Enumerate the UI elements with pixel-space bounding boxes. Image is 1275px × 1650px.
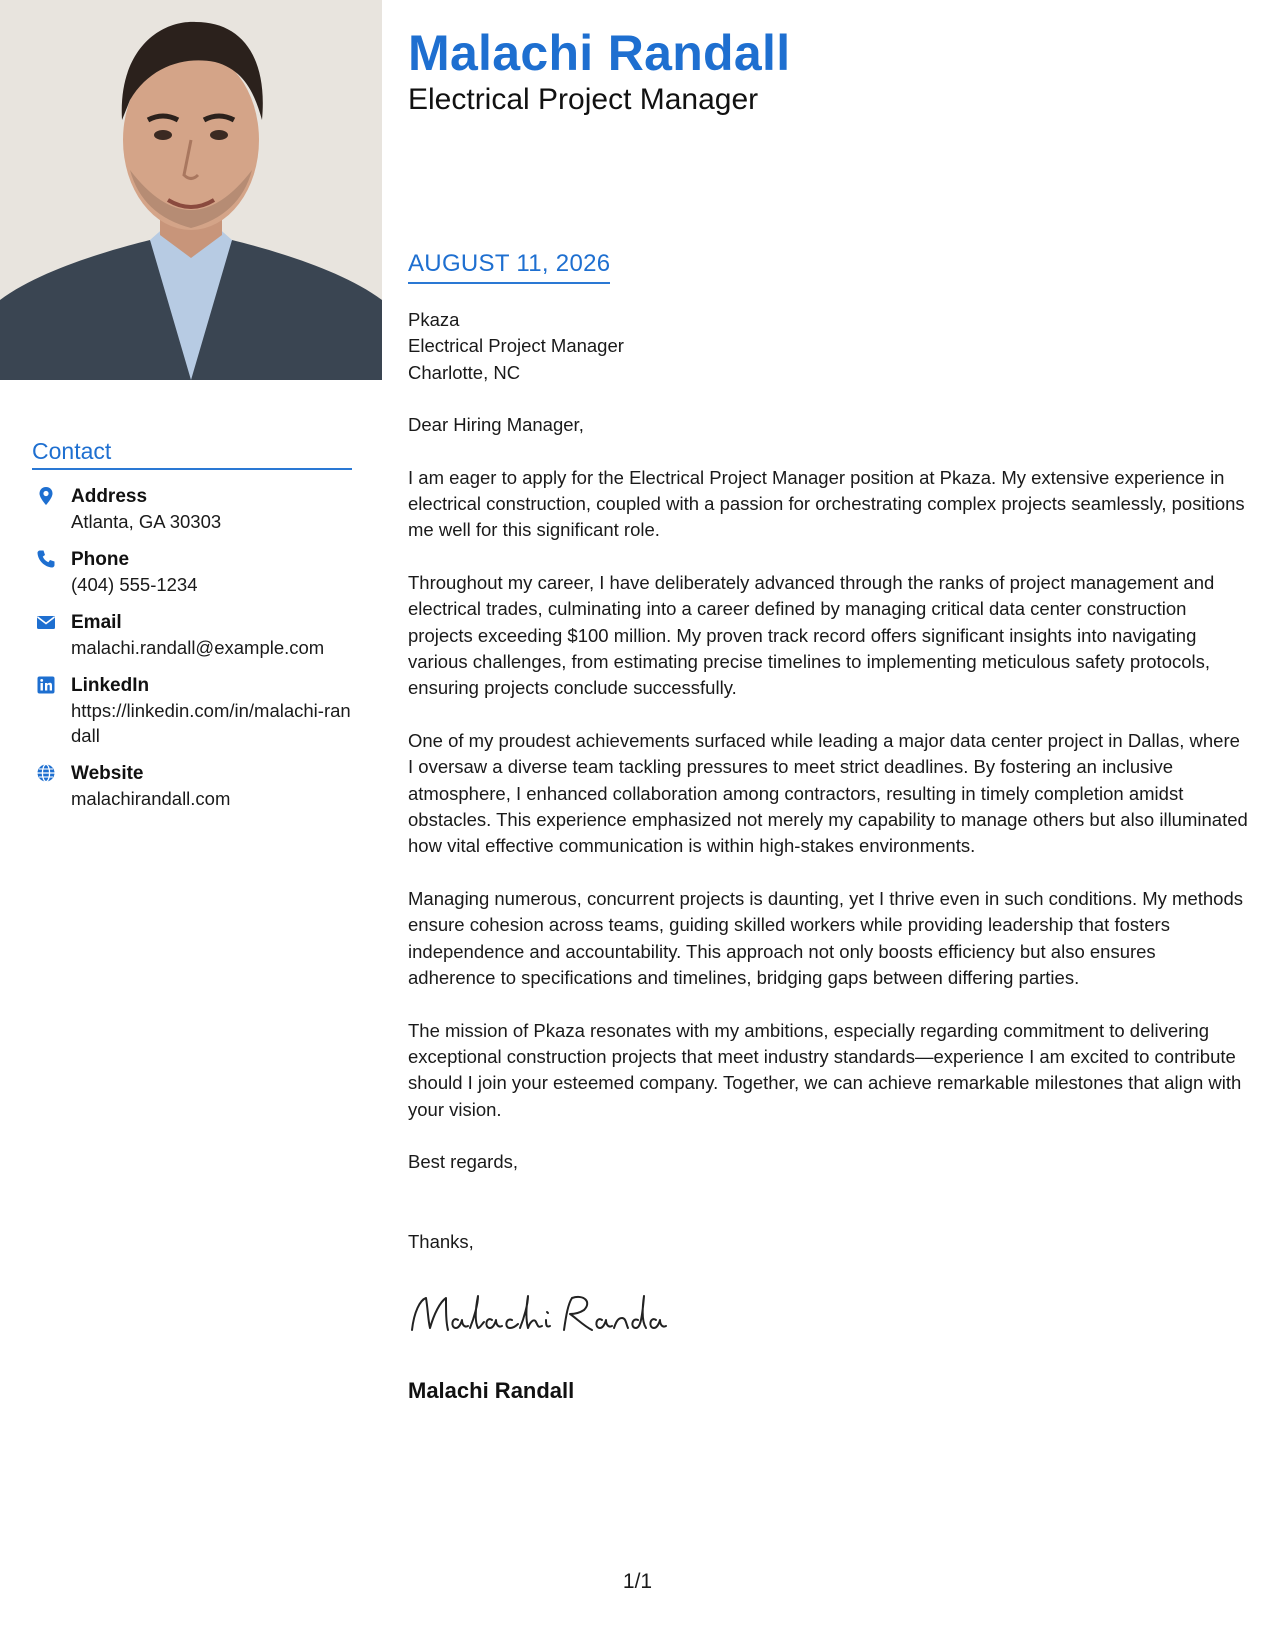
contact-label: Email: [71, 612, 122, 633]
letter-paragraph: I am eager to apply for the Electrical Project Manager position at Pkaza. My extensive experience in electrical construction, coupled with a passion for orchestrating complex projects seamlessly, positions me well for this significant role.: [408, 466, 1245, 541]
letter-paragraph: One of my proudest achievements surfaced while leading a major data center project in Dallas, where I oversaw a diverse team tackling pressures to meet strict deadlines. By fostering an inclusive atmosphere, I enhanced collaboration among contractors, resulting in timely completion amidst obstacles. This experience emphasized not merely my capability to manage others but also illuminated how vital effective communication is within high-stakes environments.: [408, 730, 1248, 857]
handwritten-signature: [408, 1290, 668, 1345]
closing: Best regards,: [408, 1151, 519, 1173]
applicant-title: Electrical Project Manager: [408, 83, 759, 116]
globe-icon: [36, 763, 56, 783]
location-pin-icon: [36, 486, 56, 506]
contact-section: [32, 438, 352, 824]
letter-body: [408, 307, 1248, 1255]
contact-item-address: [32, 484, 352, 534]
phone-value[interactable]: (404) 555-1234: [71, 574, 198, 595]
contact-label: LinkedIn: [71, 675, 150, 696]
letter-date: AUGUST 11, 2026: [408, 250, 610, 284]
profile-photo: [0, 0, 382, 380]
recipient-position: Electrical Project Manager: [408, 335, 624, 357]
thanks: Thanks,: [408, 1230, 474, 1252]
phone-icon: [36, 549, 56, 569]
letter-paragraph: Throughout my career, I have deliberately advanced through the ranks of project management and electrical trades, culminating into a career defined by managing critical data center construction projects exceeding $100 million. My proven track record offers significant insights into navigating various challenges, from estimating precise timelines to implementing meticulous safety protocols, ensuring projects conclude successfully.: [408, 572, 1215, 699]
contact-label: Phone: [71, 549, 130, 570]
contact-item-website: [32, 761, 352, 811]
signed-name: Malachi Randall: [408, 1378, 575, 1403]
linkedin-value[interactable]: https://linkedin.com/in/malachi-randall: [71, 700, 351, 746]
contact-label: Address: [71, 486, 148, 507]
website-value[interactable]: malachirandall.com: [71, 788, 231, 809]
contact-heading: Contact: [32, 438, 352, 470]
letter-paragraph: The mission of Pkaza resonates with my ambitions, especially regarding commitment to delivering exceptional construction projects that meet industry standards—experience I am excited to contribute should I join your esteemed company. Together, we can achieve remarkable milestones that align with your vision.: [408, 1019, 1242, 1120]
email-value[interactable]: malachi.randall@example.com: [71, 637, 325, 658]
contact-item-phone: [32, 547, 352, 597]
header: [408, 24, 790, 118]
contact-label: Website: [71, 763, 144, 784]
contact-list: [32, 484, 352, 811]
page-number: 1/1: [622, 1570, 653, 1593]
letter-paragraph: Managing numerous, concurrent projects is daunting, yet I thrive even in such conditions. My methods ensure cohesion across teams, guiding skilled workers while providing leadership that fosters independence and accountability. This approach not only boosts efficiency but also ensures adherence to specifications and timelines, bridging gaps between differing parties.: [408, 888, 1243, 988]
contact-item-linkedin: [32, 673, 352, 748]
recipient-company: Pkaza: [408, 309, 460, 330]
recipient-block: [408, 307, 1248, 386]
linkedin-icon: [36, 675, 56, 695]
applicant-name: Malachi Randall: [408, 25, 791, 81]
address-value: Atlanta, GA 30303: [71, 511, 222, 532]
salutation: Dear Hiring Manager,: [408, 413, 584, 435]
email-icon: [36, 612, 56, 632]
contact-item-email: [32, 610, 352, 660]
recipient-location: Charlotte, NC: [408, 361, 521, 383]
